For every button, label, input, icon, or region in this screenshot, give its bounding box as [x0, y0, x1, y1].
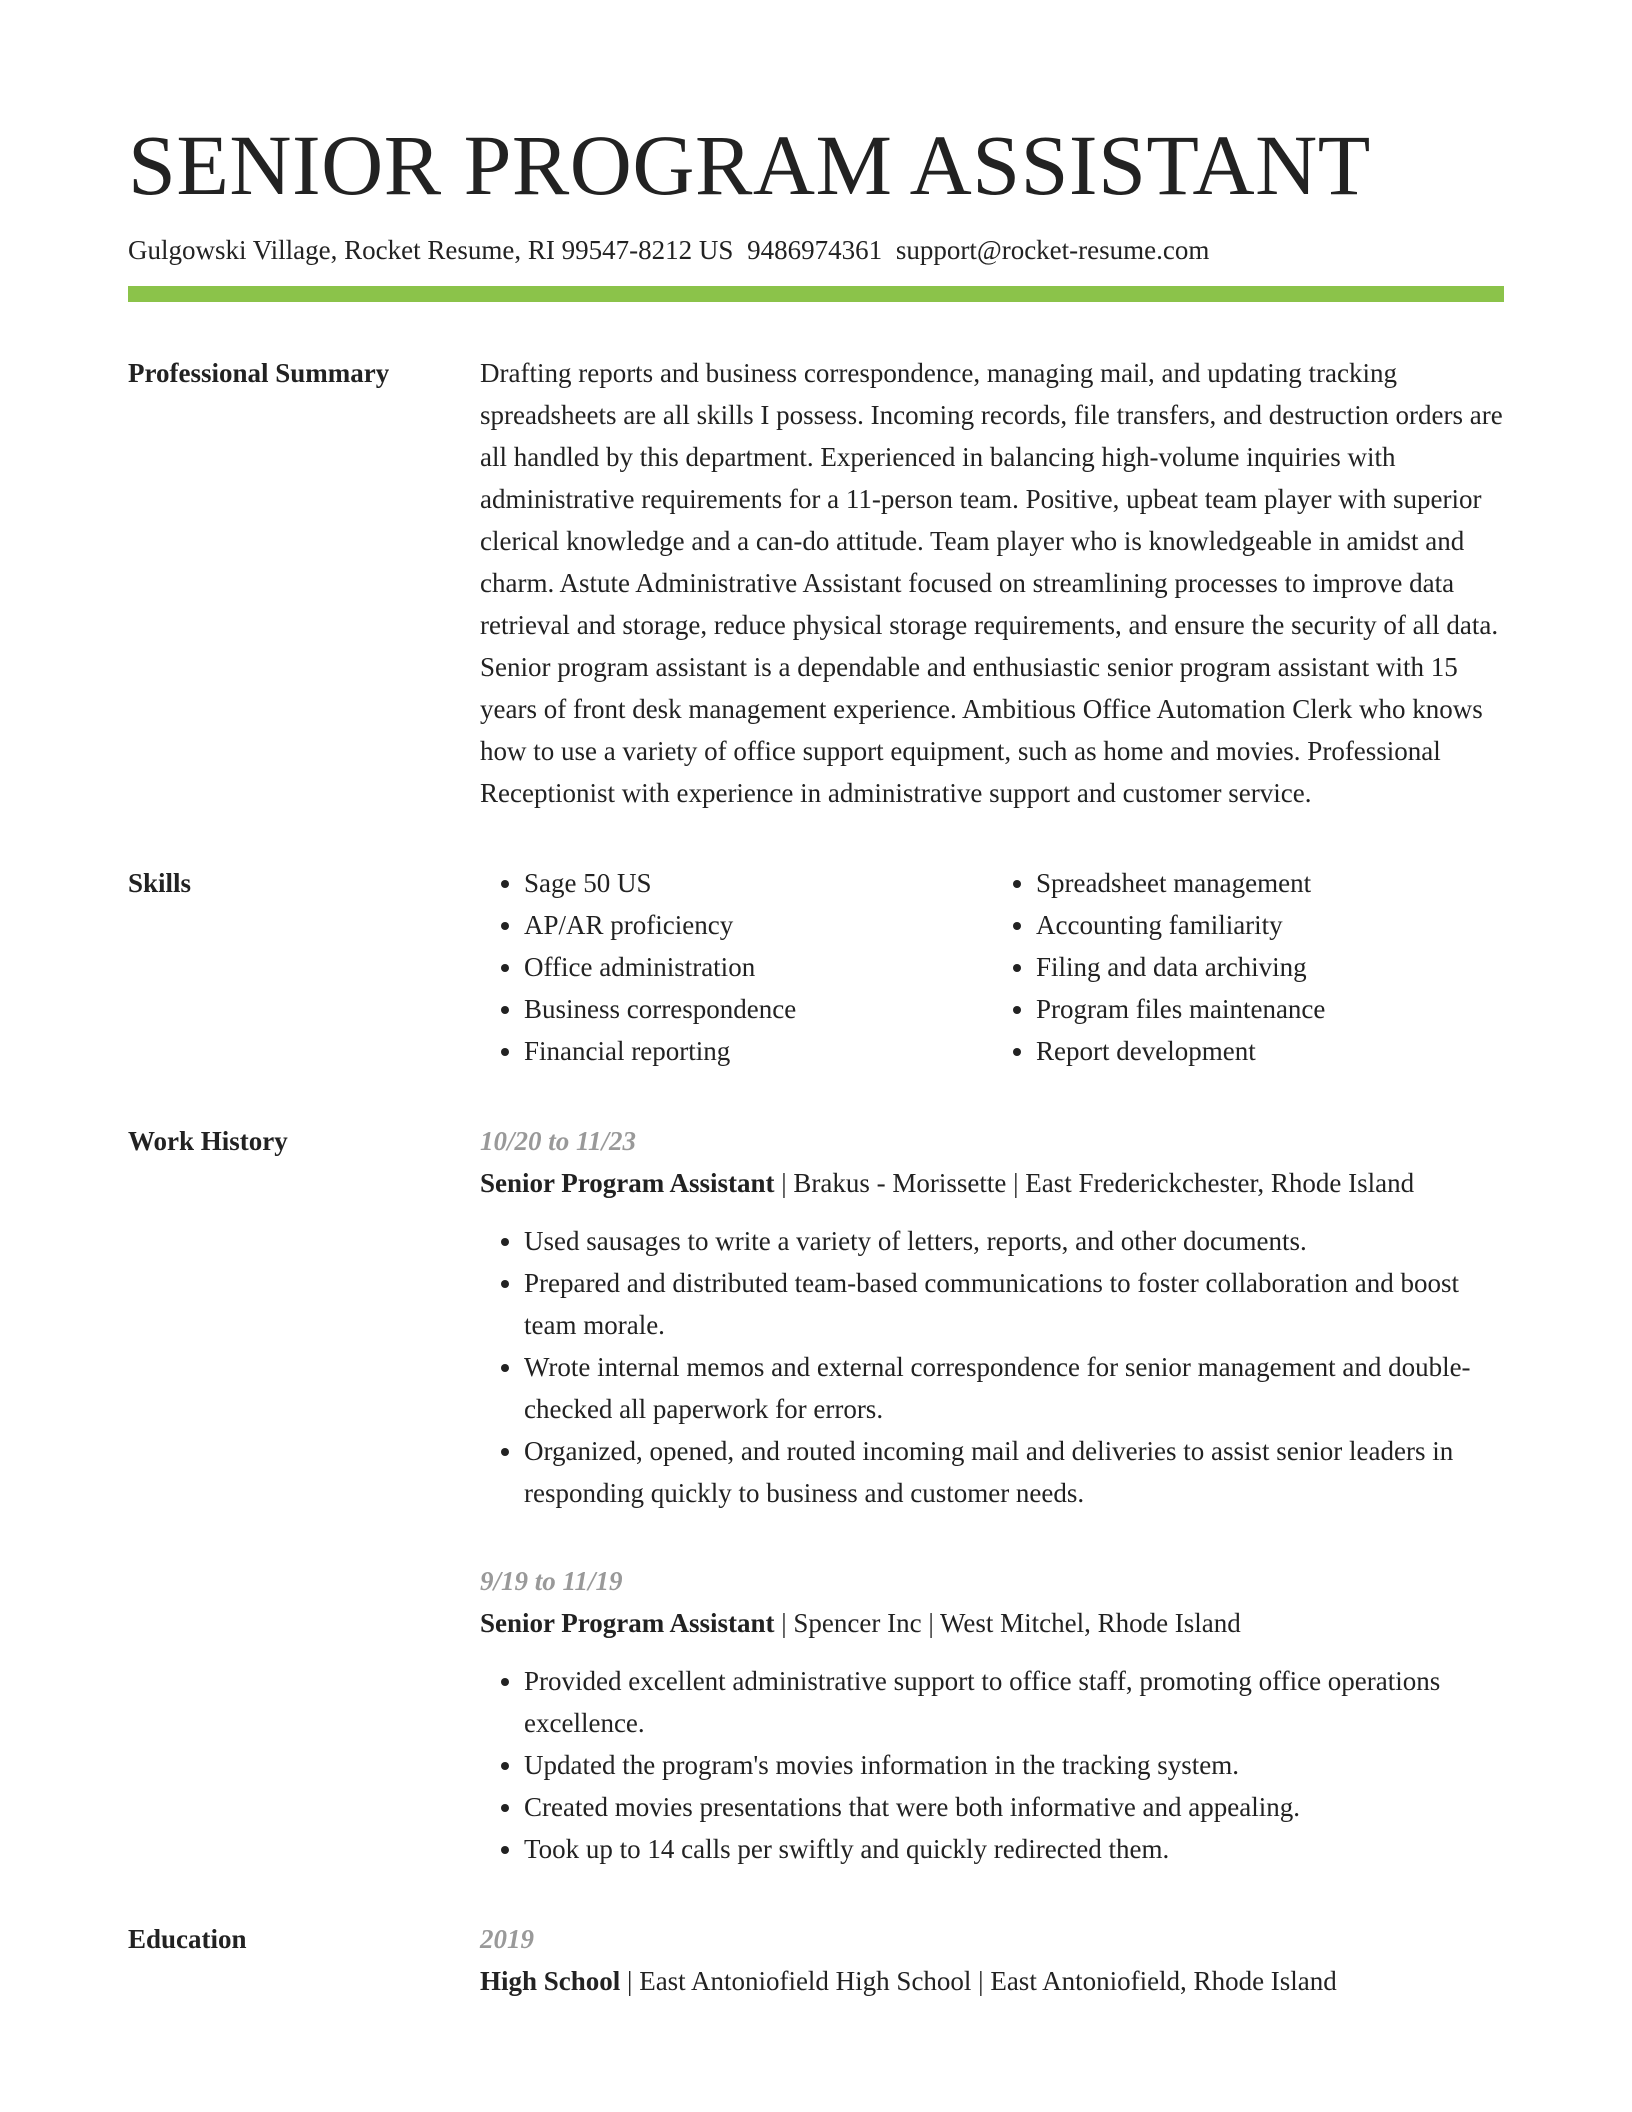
education-section	[128, 1918, 1504, 2002]
job-bullet: • Created movies presentations that were both informative and appealing.	[524, 1786, 1504, 1828]
skills-section	[128, 862, 1504, 1072]
job-bullet: • Provided excellent administrative support to office staff, promoting office operations excellence.	[524, 1660, 1504, 1744]
education-date: 2019	[480, 1923, 534, 1954]
job-dates: 10/20 to 11/23	[480, 1125, 637, 1156]
job-bullet: • Used sausages to write a variety of letters, reports, and other documents.	[524, 1220, 1504, 1262]
skill-item: • Accounting familiarity	[1036, 904, 1504, 946]
job-title: Senior Program Assistant	[480, 1607, 775, 1638]
job-bullet: • Took up to 14 calls per swiftly and quickly redirected them.	[524, 1828, 1504, 1870]
job-title: Senior Program Assistant	[480, 1167, 775, 1198]
skill-item: • AP/AR proficiency	[524, 904, 992, 946]
skills-content	[480, 862, 1504, 1072]
skill-item: • Office administration	[524, 946, 992, 988]
job-bullets	[480, 1660, 1504, 1870]
job-entry	[480, 1120, 1504, 1514]
job-bullets	[480, 1220, 1504, 1514]
work-history-label: Work History	[128, 1125, 288, 1156]
skill-item: • Spreadsheet management	[1036, 862, 1504, 904]
skill-item: • Filing and data archiving	[1036, 946, 1504, 988]
skills-list-left	[480, 862, 992, 1072]
summary-content	[480, 352, 1504, 814]
skill-item: • Sage 50 US	[524, 862, 992, 904]
job-entry	[480, 1560, 1504, 1870]
contact-address: Gulgowski Village, Rocket Resume, RI 99547-8212 US	[128, 234, 734, 265]
skill-item: • Business correspondence	[524, 988, 992, 1030]
summary-label: Professional Summary	[128, 357, 390, 388]
job-details: | Spencer Inc | West Mitchel, Rhode Island	[774, 1607, 1241, 1638]
skills-label: Skills	[128, 867, 192, 898]
contact-email: support@rocket-resume.com	[895, 234, 1210, 265]
work-history-section	[128, 1120, 1504, 1870]
summary-text: Drafting reports and business correspondence, managing mail, and updating tracking spreadsheets are all skills I possess. Incoming records, file transfers, and destruction orders are all handled by this department. Experienced in balancing high-volume inquiries with administrative requirements for a 11-person team. Positive, upbeat team player with superior clerical knowledge and a can-do attitude. Team player who is knowledgeable in amidst and charm. Astute Administrative Assistant focused on streamlining processes to improve data retrieval and storage, reduce physical storage requirements, and ensure the security of all data. Senior program assistant is a dependable and enthusiastic senior program assistant with 15 years of front desk management experience. Ambitious Office Automation Clerk who knows how to use a variety of office support equipment, such as home and movies. Professional Receptionist with experience in administrative support and customer service.	[480, 357, 1503, 808]
work-history-content	[480, 1120, 1504, 1870]
job-dates: 9/19 to 11/19	[480, 1565, 623, 1596]
skills-list-right	[992, 862, 1504, 1072]
education-heading	[480, 1960, 1504, 2002]
skill-item: • Financial reporting	[524, 1030, 992, 1072]
job-heading	[480, 1602, 1504, 1644]
job-details: | Brakus - Morissette | East Frederickchester, Rhode Island	[774, 1167, 1415, 1198]
contact-line	[128, 233, 1504, 268]
resume-title: SENIOR PROGRAM ASSISTANT	[128, 117, 1371, 213]
job-bullet: • Updated the program's movies information in the tracking system.	[524, 1744, 1504, 1786]
education-details: | East Antoniofield High School | East Antoniofield, Rhode Island	[620, 1965, 1337, 1996]
job-bullet: • Prepared and distributed team-based communications to foster collaboration and boost team morale.	[524, 1262, 1504, 1346]
skill-item: • Program files maintenance	[1036, 988, 1504, 1030]
job-heading	[480, 1162, 1504, 1204]
job-bullet: • Wrote internal memos and external correspondence for senior management and double-checked all paperwork for errors.	[524, 1346, 1504, 1430]
summary-section	[128, 352, 1504, 814]
education-content	[480, 1918, 1504, 2002]
contact-phone: 9486974361	[747, 234, 883, 265]
skill-item: • Report development	[1036, 1030, 1504, 1072]
education-label: Education	[128, 1923, 247, 1954]
header-divider	[128, 286, 1504, 302]
education-degree: High School	[480, 1965, 621, 1996]
job-bullet: • Organized, opened, and routed incoming mail and deliveries to assist senior leaders in responding quickly to business and customer needs.	[524, 1430, 1504, 1514]
